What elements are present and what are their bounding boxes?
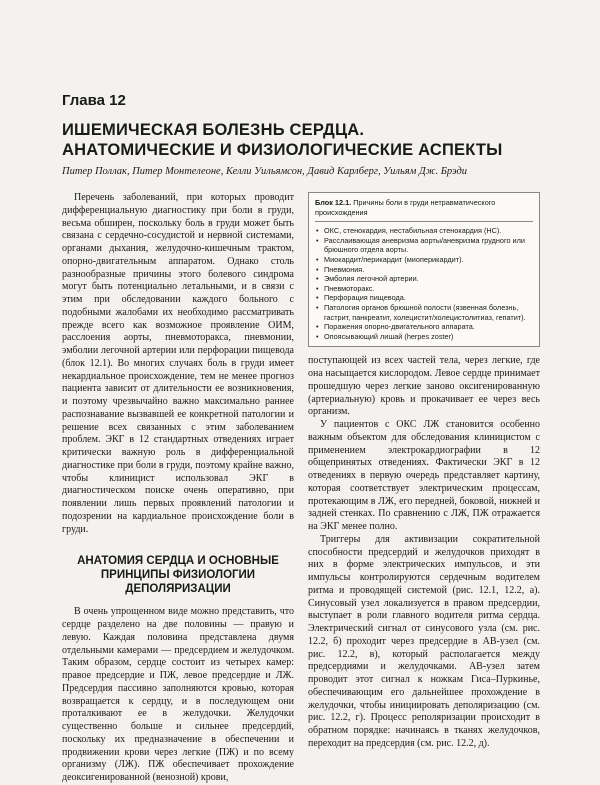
- section-heading-line1: АНАТОМИЯ СЕРДЦА И ОСНОВНЫЕ: [77, 555, 279, 568]
- section-heading-line2: ПРИНЦИПЫ ФИЗИОЛОГИИ: [100, 569, 256, 582]
- left-column: [62, 192, 294, 785]
- box-number: Блок 12.1.: [315, 198, 352, 207]
- authors: Питер Поллак, Питер Монтелеоне, Келли Уильямсон, Давид Карлберг, Уильям Дж. Брэди: [62, 166, 468, 177]
- right-column: [308, 192, 540, 751]
- chapter-label: Глава 12: [62, 92, 126, 109]
- blood-flow-paragraph: поступающей из всех частей тела, через легкие, где она насыщается кислородом. Левое сердце принимает прошедшую через легкие заново оксигенированную (артериальную) кровь и прокачивает ее через весь организм.: [308, 355, 540, 418]
- box-title-text: Причины боли в груди нетравматического происхождения: [315, 198, 496, 217]
- anatomy-paragraph: В очень упрощенном виде можно представить, что сердце разделено на две половины — правую и левую. Каждая половина представлена двумя отдельными камерами — предсердием и желудочком. Таким образом, сердце состоит из четырех камер: правое предсердие и ПЖ, левое предсердие и ЛЖ. Предсердия пассивно заполняются кровью, которая возвращается к сердцу, и в последующем они проталкивают ее в желудочки. Желудочки существенно больше и сильнее предсердий, поскольку их предназначение в обеспечении и продвижении крови через легкие (ПЖ) и по всему организму (ЛЖ). ПЖ обеспечивает прохождение деоксигенированной (венозной) крови,: [62, 606, 294, 783]
- box-title: [315, 198, 533, 217]
- list-item: • Расслаивающая аневризма аорты/аневризма грудного или брюшного отдела аорты.: [324, 236, 533, 255]
- box-divider: [315, 221, 533, 222]
- chapter-title: [62, 120, 542, 160]
- list-item: • Эмболия легочной артерии.: [324, 274, 533, 284]
- chapter-title-line1: ИШЕМИЧЕСКАЯ БОЛЕЗНЬ СЕРДЦА.: [62, 121, 365, 139]
- section-heading: [62, 554, 294, 596]
- list-item: • Опоясывающий лишай (herpes zoster): [324, 332, 533, 342]
- list-item: • ОКС, стенокардия, нестабильная стенокардия (НС).: [324, 226, 533, 236]
- list-item: • Пневмония.: [324, 265, 533, 275]
- triggers-paragraph: Триггеры для активизации сократительной способности предсердий и желудочков приходят в них в форме электрических импульсов, и эти импульсы контролируются сердечным водителем ритма и проводящей системой (рис. 12.1, 12.2, а). Синусовый узел локализуется в правом предсердии, выступает в роли главного водителя ритма сердца. Электрический сигнал от синусового узла (см. рис. 12.2, б) проходит через предсердие в АВ-узел (см. рис. 12.2, в), который располагается между предсердиями и желудочками. АВ-узел затем проводит этот сигнал к ножкам Гиса–Пуркинье, обеспечивающим его дальнейшее прохождение в желудочки, чтобы инициировать деполяризацию (см. рис. 12.2, г). Процесс реполяризации происходит в обратном порядке: начинаясь в тканях желудочков, переходит на предсердия (см. рис. 12.2, д).: [308, 533, 540, 749]
- section-heading-line3: ДЕПОЛЯРИЗАЦИИ: [125, 583, 231, 596]
- list-item: • Перфорация пищевода.: [324, 293, 533, 303]
- box-list: [315, 226, 533, 341]
- list-item: • Пневмоторакс.: [324, 284, 533, 294]
- acs-paragraph: У пациентов с ОКС ЛЖ становится особенно важным объектом для обследования клиницистом с применением электрокардиографии в 12 общепринятых отведениях. Фактически ЭКГ в 12 отведениях в первую очередь представляет картину, которая соответствует электрическим процессам, протекающим в ЛЖ, его передней, боковой, нижней и задней стенках. По сравнению с ЛЖ, ПЖ отражается на ЭКГ менее полно.: [308, 419, 540, 533]
- list-item: • Патология органов брюшной полости (язвенная болезнь, гастрит, панкреатит, холецистит/холецистолитиаз, гепатит).: [324, 303, 533, 322]
- chapter-title-line2: АНАТОМИЧЕСКИЕ И ФИЗИОЛОГИЧЕСКИЕ АСПЕКТЫ: [62, 141, 503, 159]
- intro-paragraph: Перечень заболеваний, при которых проводит дифференциальную диагностику при боли в груди, весьма обширен, поскольку боль в груди может быть связана с сердечно-сосудистой и нервной системами, органами дыхания, желудочно-кишечным трактом, опорно-двигательным аппаратом. Однако столь разнообразные причины этого болевого синдрома могут быть потенциально летальными, и в связи с этим при обследовании каждого больного с подобными жалобами их необходимо рассматривать прежде всего как возможное проявление ОИМ, расслоения аорты, пневмоторакса, пневмонии, эмболии легочной артерии или перфорации пищевода (блок 12.1). Во многих случаях боль в груди имеет некардиальное происхождение, тем не менее прогноз пациента зависит от длительности ее возникновения, и поэтому чрезвычайно важно максимально раннее распознавание вызвавшей ее конкретной патологии и решение всех связанных с этим заболеванием проблем. ЭКГ в 12 стандартных отведениях играет критически важную роль в дифференциальной диагностике при боли в груди, поэтому крайне важно, чтобы клиницист использовал ЭКГ в диагностическом поиске очень оперативно, при появлении лишь первых проявлений патологии и подозрении на кардиальное происхождение боли в груди.: [62, 192, 294, 535]
- list-item: • Поражения опорно-двигательного аппарата.: [324, 322, 533, 332]
- list-item: • Миокардит/перикардит (миоперикардит).: [324, 255, 533, 265]
- info-box: [308, 192, 540, 347]
